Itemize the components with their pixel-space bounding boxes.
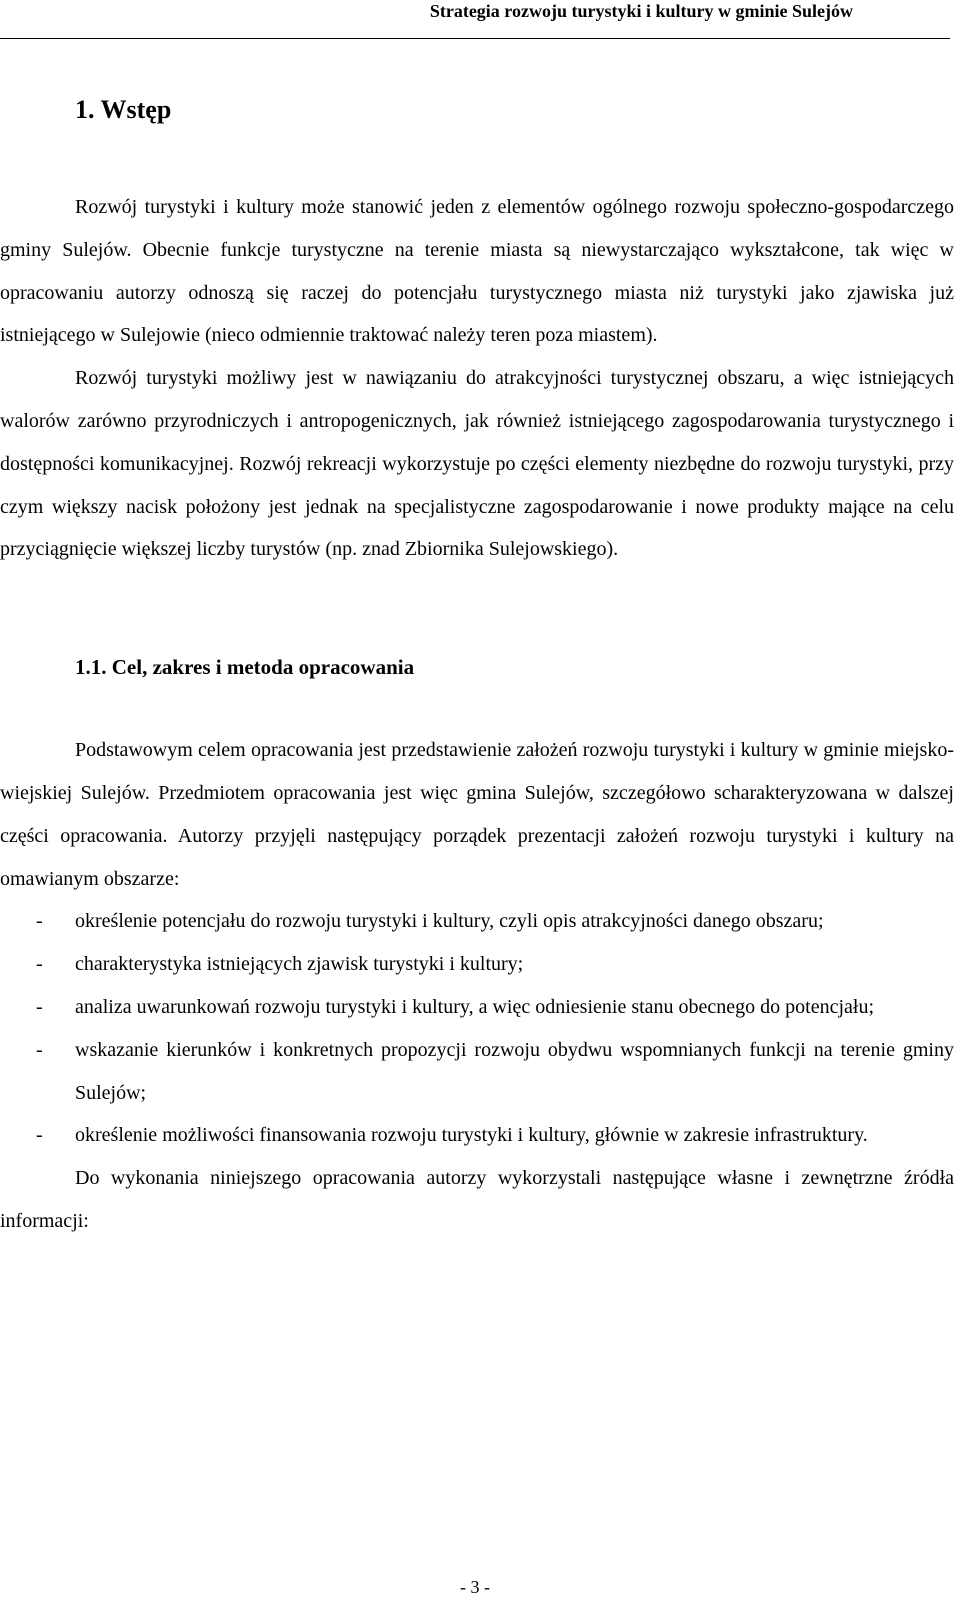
spacer (0, 571, 954, 651)
subsection-title: 1.1. Cel, zakres i metoda opracowania (75, 655, 415, 680)
header-divider (0, 38, 950, 39)
scope-list (0, 900, 954, 1157)
paragraph-sources: Do wykonania niniejszego opracowania autorzy wykorzystali następujące własne i zewnętrzne źródła informacji: (0, 1167, 954, 1232)
document-body (0, 90, 954, 1243)
paragraph-intro: Rozwój turystyki i kultury może stanowić jeden z elementów ogólnego rozwoju społeczno-gospodarczego gminy Sulejów. Obecnie funkcje turystyczne na terenie miasta są niewystarczająco wykształcone, tak więc w opracowaniu autorzy odnoszą się raczej do potencjału turystycznego miasta niż turystyki jako zjawiska już istniejącego w Sulejowie (nieco odmiennie traktować należy teren poza miastem). (0, 196, 954, 347)
list-item (0, 1114, 954, 1157)
list-item-text: analiza uwarunkowań rozwoju turystyki i kultury, a więc odniesienie stanu obecnego do potencjału; (75, 995, 875, 1018)
list-dash: - (36, 910, 43, 933)
list-dash: - (36, 1124, 43, 1147)
list-item (0, 986, 954, 1029)
running-header-title: Strategia rozwoju turystyki i kultury w gminie Sulejów (429, 1, 853, 21)
list-dash: - (36, 995, 43, 1018)
list-item-text: charakterystyka istniejących zjawisk turystyki i kultury; (75, 953, 524, 976)
list-item-text: określenie potencjału do rozwoju turystyki i kultury, czyli opis atrakcyjności danego obszaru; (75, 910, 824, 933)
list-dash: - (36, 1038, 43, 1061)
page-number: - 3 - (460, 1577, 490, 1597)
list-item (0, 1029, 954, 1115)
list-item-text: określenie możliwości finansowania rozwoju turystyki i kultury, głównie w zakresie infrastruktury. (75, 1124, 868, 1147)
list-dash: - (36, 953, 43, 976)
list-item (0, 943, 954, 986)
list-item-text: wskazanie kierunków i konkretnych propozycji rozwoju obydwu wspomnianych funkcji na terenie gminy Sulejów; (75, 1038, 954, 1104)
paragraph-development: Rozwój turystyki możliwy jest w nawiązaniu do atrakcyjności turystycznej obszaru, a więc istniejących walorów zarówno przyrodniczych i antropogenicznych, jak również istniejącego zagospodarowania turystycznego i dostępności komunikacyjnej. Rozwój rekreacji wykorzystuje po części elementy niezbędne do rozwoju turystyki, przy czym większy nacisk położony jest jednak na specjalistyczne zagospodarowanie i nowe produkty mające na celu przyciągnięcie większej liczby turystów (np. znad Zbiornika Sulejowskiego). (0, 367, 954, 561)
list-item (0, 900, 954, 943)
paragraph-goal: Podstawowym celem opracowania jest przedstawienie założeń rozwoju turystyki i kultury w gminie miejsko-wiejskiej Sulejów. Przedmiotem opracowania jest więc gmina Sulejów, szczegółowo scharakteryzowana w dalszej części opracowania. Autorzy przyjęli następujący porządek prezentacji założeń rozwoju turystyki i kultury na omawianym obszarze: (0, 739, 954, 890)
page-header (0, 0, 960, 40)
spacer (0, 130, 954, 186)
spacer (0, 683, 954, 729)
section-title: 1. Wstęp (75, 95, 172, 124)
